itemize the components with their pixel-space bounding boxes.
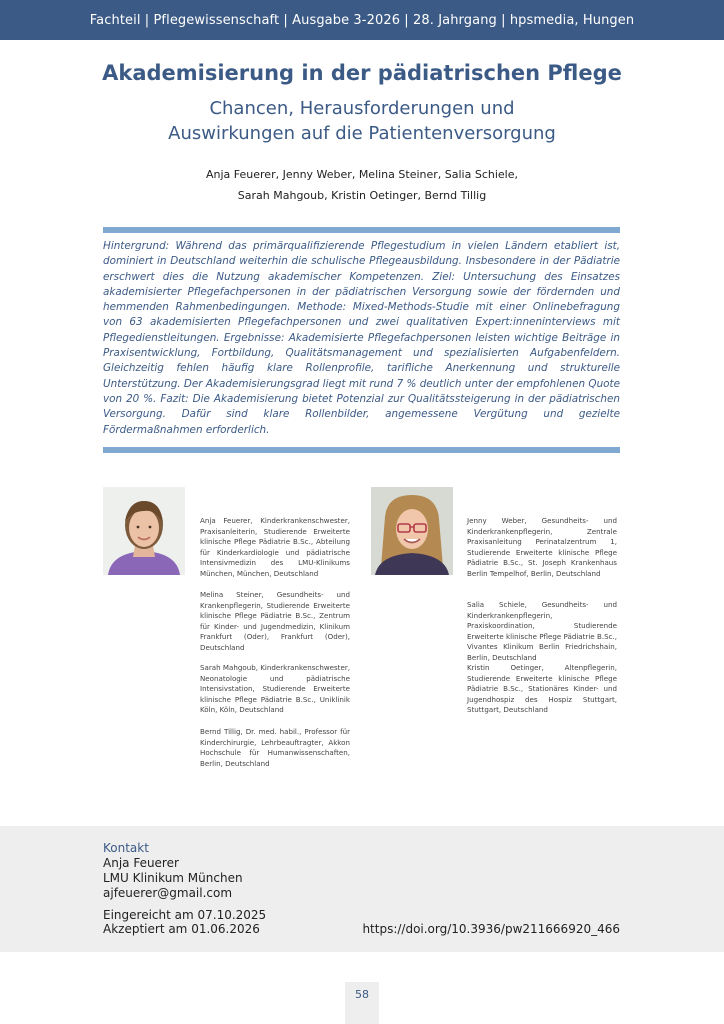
- article-title: Akademisierung in der pädiatrischen Pflege: [102, 61, 622, 85]
- contact-heading: Kontakt: [103, 841, 149, 855]
- bio-oetinger: Kristin Oetinger, Altenpflegerin, Studierende Erweiterte klinische Pflege Pädiatrie B.Sc., Stationäres Kinder- und Jugendhospiz des Hospiz Stuttgart, Stuttgart, Deutschland: [467, 663, 617, 714]
- bio-feuerer: Anja Feuerer, Kinderkrankenschwester, Praxisanleiterin, Studierende Erweiterte klinische Pflege Pädiatrie B.Sc., Abteilung für Kinderkardiologie und pädiatrische Intensivmedizin des LMU-Klinikums München, München, Deutschland: [200, 516, 350, 578]
- abstract-bottom-rule: [103, 447, 620, 453]
- subtitle-line-1: Chancen, Herausforderungen und: [209, 98, 515, 119]
- bio-tillig: Bernd Tillig, Dr. med. habil., Professor für Kinderchirurgie, Lehrbeauftragter, Akkon Hochschule für Humanwissenschaften, Berlin, Deutschland: [200, 727, 350, 768]
- journal-header-text: Fachteil | Pflegewissenschaft | Ausgabe 3-2026 | 28. Jahrgang | hpsmedia, Hungen: [89, 12, 635, 28]
- author-photo-weber: [371, 487, 453, 575]
- bio-steiner: Melina Steiner, Gesundheits- und Krankenpflegerin, Studierende Erweiterte klinische Pflege Pädiatrie B.Sc., Zentrum für Kinder- und Jugendmedizin, Klinikum Frankfurt (Oder), Frankfurt (Oder), Deutschland: [200, 590, 350, 652]
- journal-header-bar: [0, 0, 724, 40]
- subtitle-line-2: Auswirkungen auf die Patientenversorgung: [168, 123, 556, 144]
- author-photo-feuerer: [103, 487, 185, 575]
- contact-institution: LMU Klinikum München: [103, 871, 243, 885]
- abstract-top-rule: [103, 227, 620, 233]
- article-subtitle: [0, 96, 724, 146]
- authors-line-2: Sarah Mahgoub, Kristin Oetinger, Bernd Tillig: [237, 189, 487, 202]
- doi-link[interactable]: https://doi.org/10.3936/pw211666920_466: [362, 922, 620, 936]
- contact-name: Anja Feuerer: [103, 856, 179, 870]
- accepted-date: Akzeptiert am 01.06.2026: [103, 922, 260, 936]
- author-list: [0, 164, 724, 206]
- page-number: [345, 982, 379, 1024]
- submitted-date: Eingereicht am 07.10.2025: [103, 908, 267, 922]
- bio-mahgoub: Sarah Mahgoub, Kinderkrankenschwester, Neonatologie und pädiatrische Intensivstation, Studierende Erweiterte klinische Pflege Pädiatrie B.Sc., Uniklinik Köln, Köln, Deutschland: [200, 663, 350, 714]
- page-number-text: 58: [355, 988, 369, 1001]
- contact-email[interactable]: ajfeuerer@gmail.com: [103, 886, 233, 900]
- bio-weber: Jenny Weber, Gesundheits- und Kinderkrankenpflegerin, Zentrale Praxisanleitung Perinatalzentrum 1, Studierende Erweiterte klinische Pflege Pädiatrie B.Sc., St. Joseph Krankenhaus Berlin Tempelhof, Berlin, Deutschland: [467, 516, 617, 578]
- abstract-text: Hintergrund: Während das primärqualifizierende Pflegestudium in vielen Ländern etabliert ist, dominiert in Deutschland weiterhin die schulische Pflegeausbildung. Insbesondere in der Pädiatrie erschwert dies die Nutzung akademischer Kompetenzen. Ziel: Untersuchung des Einsatzes akademisierter Pflegefachpersonen in der pädiatrischen Versorgung sowie der fördernden und hemmenden Rahmenbedingungen. Methode: Mixed-Methods-Studie mit einer Onlinebefragung von 63 akademisierten Pflegefachpersonen und zwei qualitativen Expert:inneninterviews mit Pflegedienstleitungen. Ergebnisse: Akademisierte Pflegefachpersonen leisten wichtige Beiträge in Praxisentwicklung, Fortbildung, Qualitätsmanagement und spezialisierten Aufgabenfeldern. Gleichzeitig fehlen häufig klare Rollenprofile, tarifliche Anerkennung und strukturelle Unterstützung. Der Akademisierungsgrad liegt mit rund 7 % deutlich unter der empfohlenen Quote von 20 %. Fazit: Die Akademisierung bietet Potenzial zur Qualitätssteigerung in der pädiatrischen Versorgung. Dafür sind klare Rollenbilder, angemessene Vergütung und gezielte Fördermaßnahmen erforderlich.: [103, 240, 620, 436]
- bio-schiele: Salia Schiele, Gesundheits- und Kinderkrankenpflegerin, Praxiskoordination, Studierende Erweiterte klinische Pflege Pädiatrie B.Sc., Vivantes Klinikum Berlin Friedrichshain, Berlin, Deutschland: [467, 600, 617, 662]
- authors-line-1: Anja Feuerer, Jenny Weber, Melina Steiner, Salia Schiele,: [206, 168, 518, 181]
